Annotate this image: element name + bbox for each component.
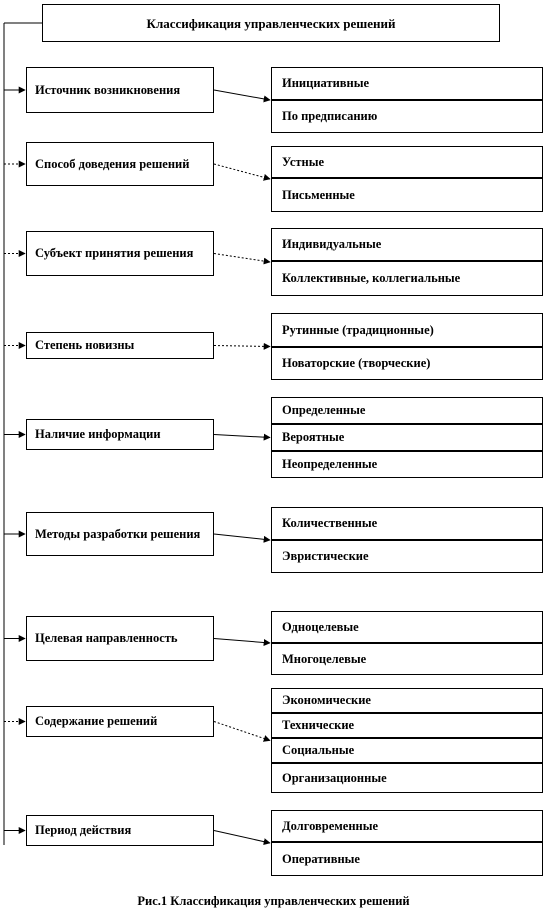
value-arrow [214,534,270,540]
value-box: Многоцелевые [271,643,543,675]
value-box: Инициативные [271,67,543,100]
value-box: Коллективные, коллегиальные [271,261,543,296]
value-box: Устные [271,146,543,178]
value-arrow [214,639,270,644]
criterion-box: Период действия [26,815,214,846]
value-arrow [214,722,270,741]
value-box: Неопределенные [271,451,543,478]
criterion-box: Способ доведения решений [26,142,214,186]
value-box: Определенные [271,397,543,424]
value-arrow [214,831,270,844]
value-arrow [214,164,270,179]
figure-caption: Рис.1 Классификация управленческих решений [137,894,410,908]
value-box: Одноцелевые [271,611,543,643]
criterion-box: Содержание решений [26,706,214,737]
value-arrow [214,90,270,100]
value-arrow [214,435,270,438]
diagram-title: Классификация управленческих решений [42,4,500,42]
value-arrow [214,254,270,263]
criterion-box: Наличие информации [26,419,214,450]
value-box: Эвристические [271,540,543,573]
value-box: Долговременные [271,810,543,842]
value-box: Социальные [271,738,543,763]
criterion-box: Субъект принятия решения [26,231,214,276]
criterion-box: Методы разработки решения [26,512,214,556]
value-box: Количественные [271,507,543,540]
value-arrow [214,346,270,347]
criterion-box: Источник возникновения [26,67,214,113]
value-box: Вероятные [271,424,543,451]
value-box: Оперативные [271,842,543,876]
value-box: Технические [271,713,543,738]
value-box: Письменные [271,178,543,212]
value-box: Рутинные (традиционные) [271,313,543,347]
value-box: Новаторские (творческие) [271,347,543,380]
value-box: По предписанию [271,100,543,133]
criterion-box: Целевая направленность [26,616,214,661]
value-box: Индивидуальные [271,228,543,261]
value-box: Экономические [271,688,543,713]
value-box: Организационные [271,763,543,793]
criterion-box: Степень новизны [26,332,214,359]
